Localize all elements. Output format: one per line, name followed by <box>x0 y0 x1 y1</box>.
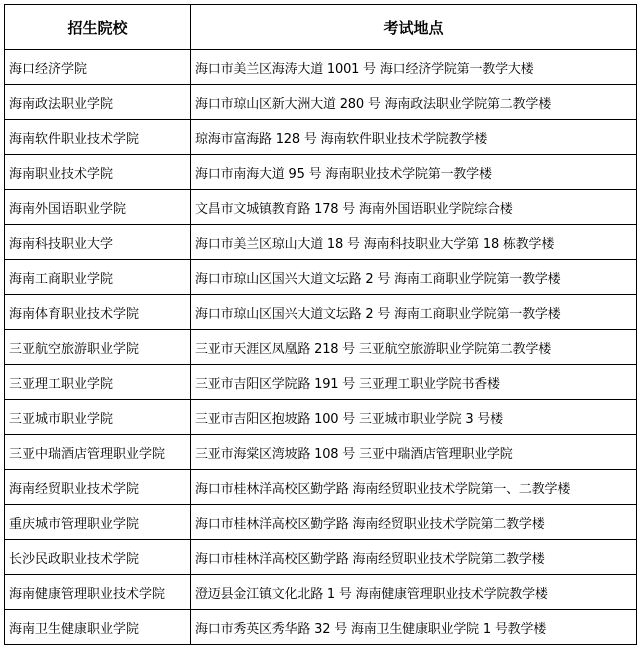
location-cell: 海口市美兰区琼山大道 18 号 海南科技职业大学第 18 栋教学楼 <box>191 225 637 260</box>
school-cell: 海南体育职业技术学院 <box>5 295 191 330</box>
table-row <box>5 435 637 470</box>
school-cell: 海南科技职业大学 <box>5 225 191 260</box>
location-cell: 海口市美兰区海涛大道 1001 号 海口经济学院第一教学大楼 <box>191 50 637 85</box>
school-cell: 三亚航空旅游职业学院 <box>5 330 191 365</box>
location-cell: 海口市琼山区国兴大道文坛路 2 号 海南工商职业学院第一教学楼 <box>191 295 637 330</box>
header-row <box>5 5 637 50</box>
header-location: 考试地点 <box>191 5 637 50</box>
school-cell: 海南软件职业技术学院 <box>5 120 191 155</box>
location-cell: 海口市秀英区秀华路 32 号 海南卫生健康职业学院 1 号教学楼 <box>191 610 637 645</box>
table-row <box>5 470 637 505</box>
location-cell: 三亚市天涯区凤凰路 218 号 三亚航空旅游职业学院第二教学楼 <box>191 330 637 365</box>
location-cell: 三亚市吉阳区抱坡路 100 号 三亚城市职业学院 3 号楼 <box>191 400 637 435</box>
table-row <box>5 85 637 120</box>
table-row <box>5 400 637 435</box>
table-row <box>5 330 637 365</box>
location-cell: 海口市桂林洋高校区勤学路 海南经贸职业技术学院第二教学楼 <box>191 505 637 540</box>
school-cell: 海南健康管理职业技术学院 <box>5 575 191 610</box>
table-row <box>5 155 637 190</box>
table-body <box>5 50 637 645</box>
table-row <box>5 260 637 295</box>
school-cell: 三亚理工职业学院 <box>5 365 191 400</box>
table-row <box>5 50 637 85</box>
school-cell: 海南职业技术学院 <box>5 155 191 190</box>
location-cell: 海口市南海大道 95 号 海南职业技术学院第一教学楼 <box>191 155 637 190</box>
location-cell: 海口市桂林洋高校区勤学路 海南经贸职业技术学院第一、二教学楼 <box>191 470 637 505</box>
table-row <box>5 120 637 155</box>
school-cell: 海南经贸职业技术学院 <box>5 470 191 505</box>
header-school: 招生院校 <box>5 5 191 50</box>
location-cell: 文昌市文城镇教育路 178 号 海南外国语职业学院综合楼 <box>191 190 637 225</box>
location-cell: 三亚市吉阳区学院路 191 号 三亚理工职业学院书香楼 <box>191 365 637 400</box>
location-cell: 琼海市富海路 128 号 海南软件职业技术学院教学楼 <box>191 120 637 155</box>
school-cell: 海口经济学院 <box>5 50 191 85</box>
school-cell: 三亚城市职业学院 <box>5 400 191 435</box>
school-cell: 三亚中瑞酒店管理职业学院 <box>5 435 191 470</box>
table-row <box>5 575 637 610</box>
school-cell: 长沙民政职业技术学院 <box>5 540 191 575</box>
table-row <box>5 610 637 645</box>
table-row <box>5 540 637 575</box>
location-cell: 澄迈县金江镇文化北路 1 号 海南健康管理职业技术学院教学楼 <box>191 575 637 610</box>
location-cell: 海口市桂林洋高校区勤学路 海南经贸职业技术学院第二教学楼 <box>191 540 637 575</box>
table-row <box>5 225 637 260</box>
school-cell: 海南政法职业学院 <box>5 85 191 120</box>
location-cell: 三亚市海棠区湾坡路 108 号 三亚中瑞酒店管理职业学院 <box>191 435 637 470</box>
school-cell: 重庆城市管理职业学院 <box>5 505 191 540</box>
location-cell: 海口市琼山区新大洲大道 280 号 海南政法职业学院第二教学楼 <box>191 85 637 120</box>
table-row <box>5 505 637 540</box>
location-cell: 海口市琼山区国兴大道文坛路 2 号 海南工商职业学院第一教学楼 <box>191 260 637 295</box>
table-row <box>5 365 637 400</box>
table-row <box>5 190 637 225</box>
school-cell: 海南卫生健康职业学院 <box>5 610 191 645</box>
table-row <box>5 295 637 330</box>
exam-location-table <box>4 4 637 645</box>
school-cell: 海南外国语职业学院 <box>5 190 191 225</box>
school-cell: 海南工商职业学院 <box>5 260 191 295</box>
